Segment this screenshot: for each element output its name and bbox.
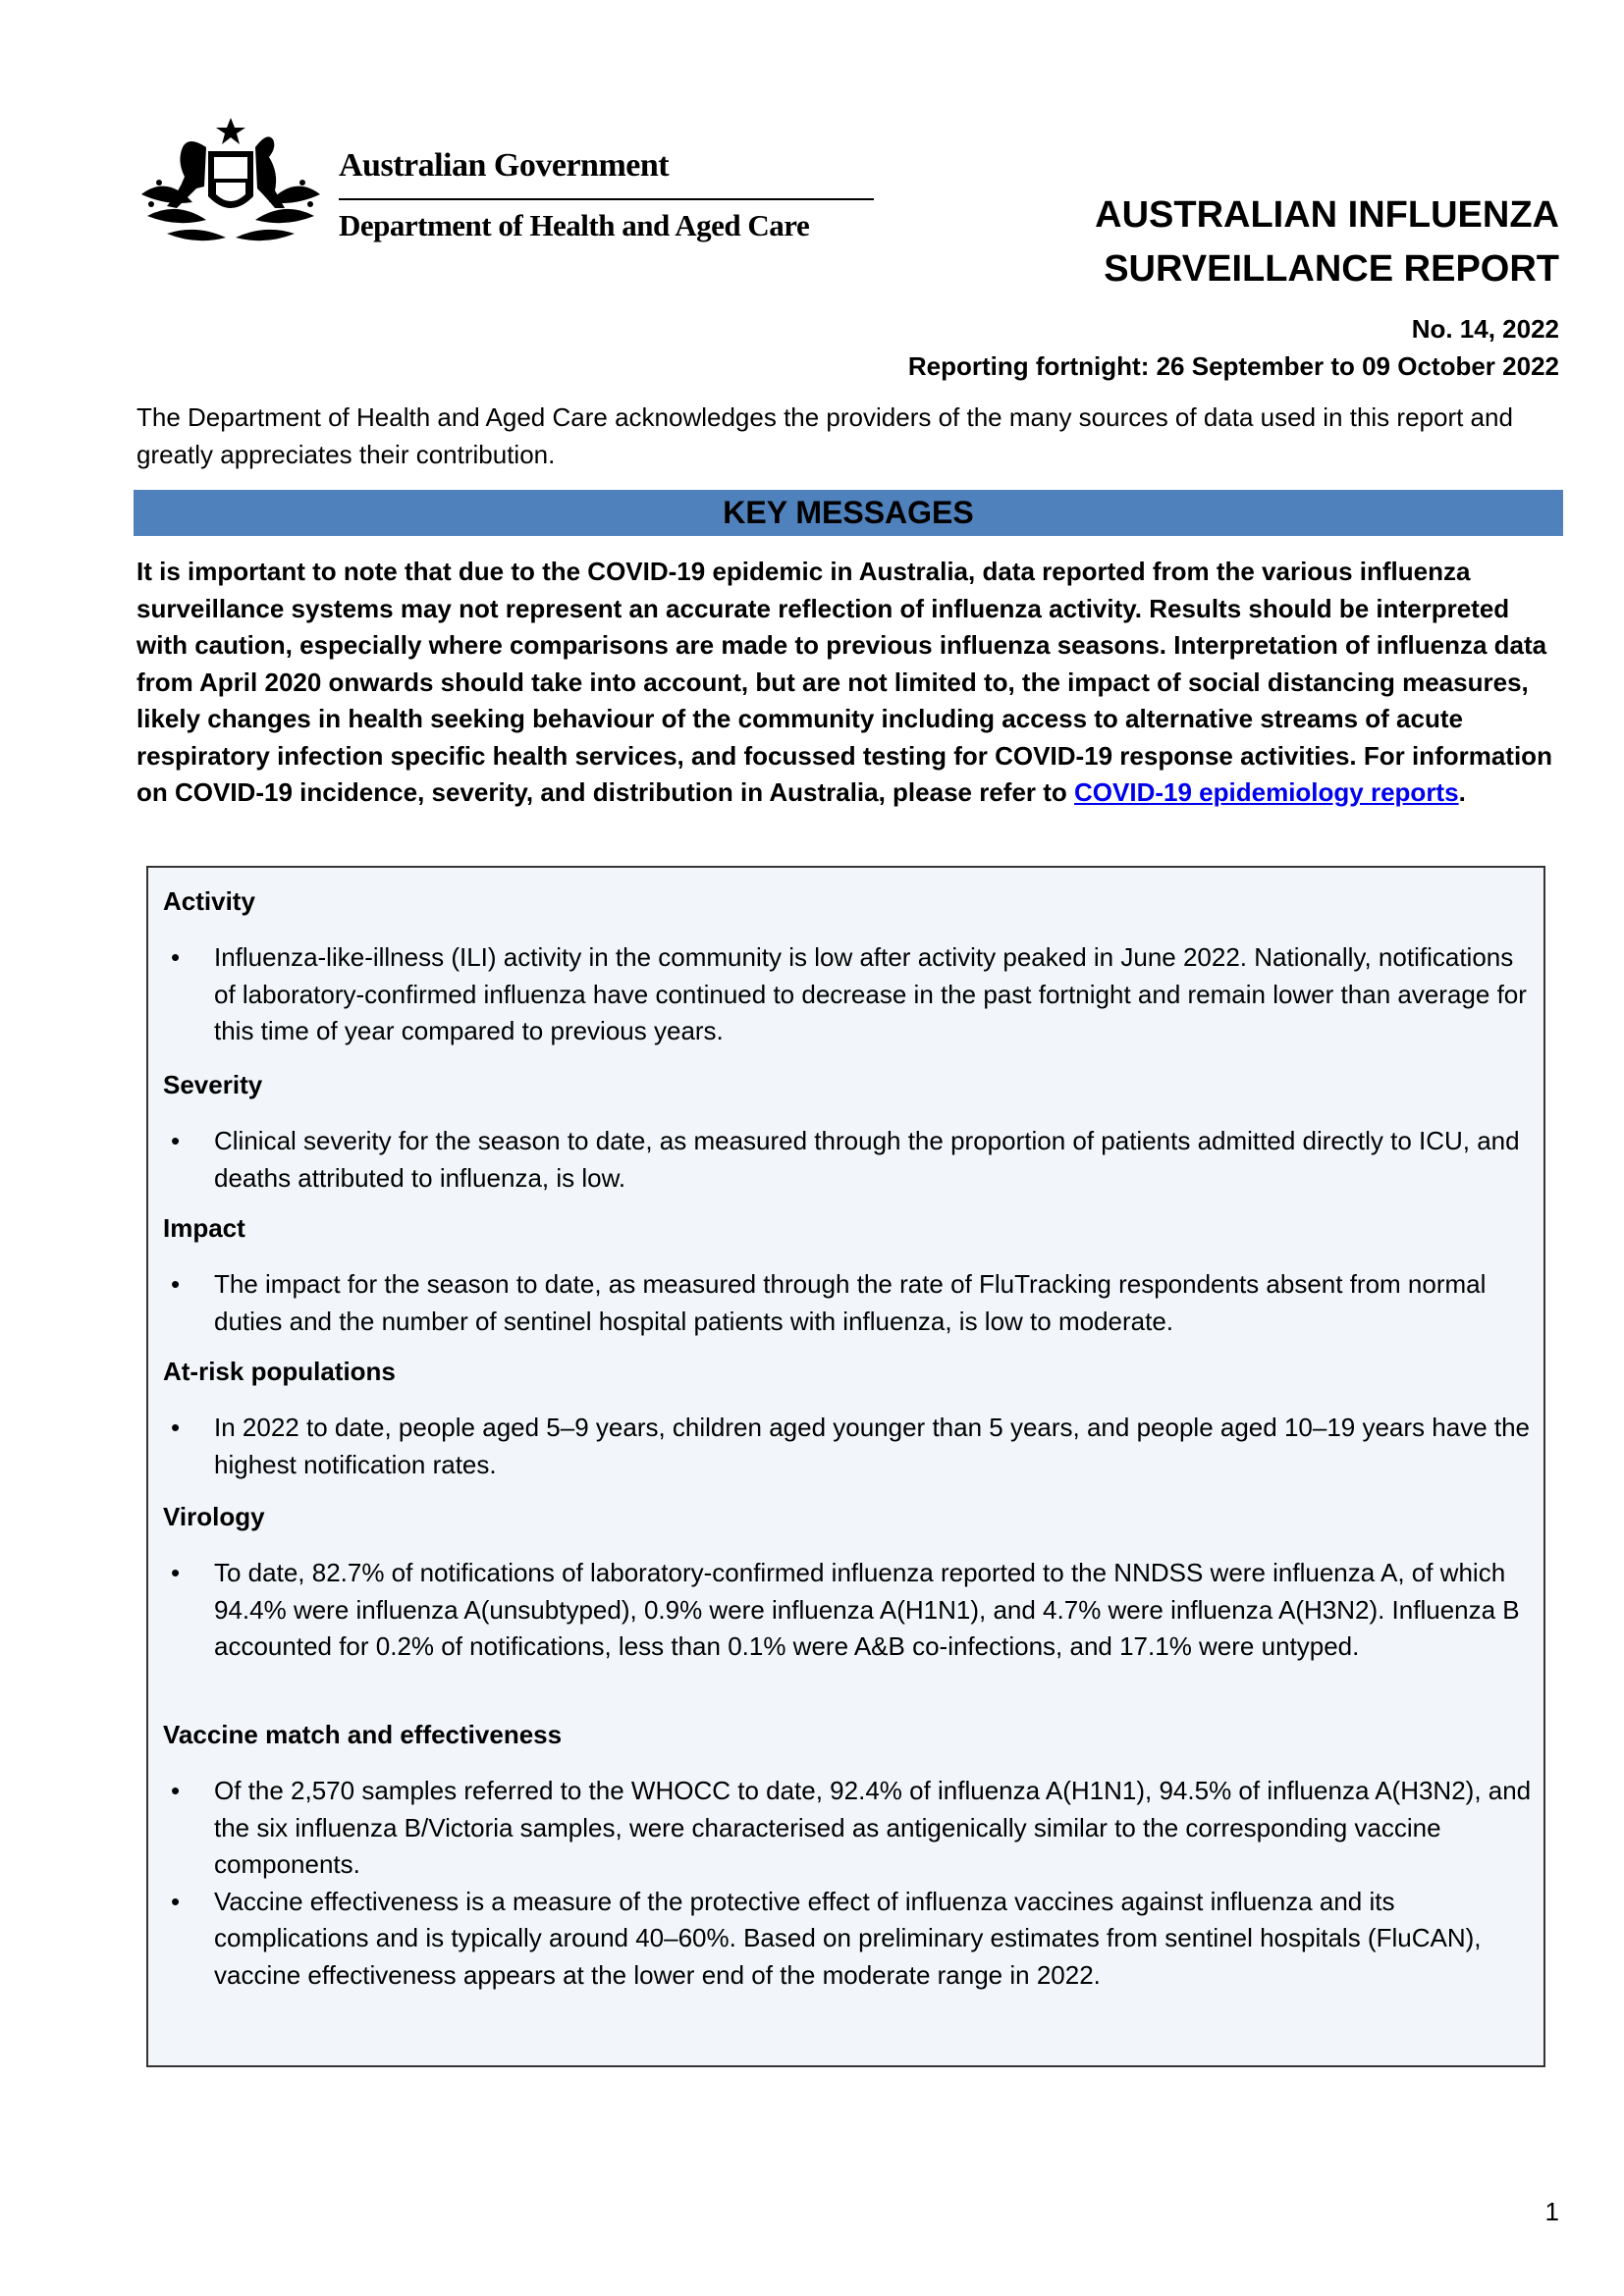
list-item [163,1555,1533,1666]
report-number: No. 14, 2022 [1411,314,1559,344]
report-meta [908,310,1559,385]
section-heading: Impact [163,1213,245,1243]
list-item [163,1410,1533,1483]
government-logo [137,118,874,255]
section-at-risk [163,1354,1533,1483]
bullet-icon: • [171,1269,181,1299]
report-title [1095,188,1559,296]
list-item [163,1884,1533,1995]
gov-name: Australian Government [339,147,670,184]
list-item [163,939,1533,1050]
report-title-line1: AUSTRALIAN INFLUENZA [1095,194,1559,236]
gov-divider [339,198,874,200]
bullet-text: To date, 82.7% of notifications of laboratory-confirmed influenza reported to the NNDSS were influenza A, of which 94.4% were influenza A(unsubtyped), 0.9% were influenza A(H1N1), and 4.7% were influenza A(H3N2). Influenza B accounted for 0.2% of notifications, less than 0.1% were A&B co-infections, and 17.1% were untyped. [214,1558,1520,1661]
section-vaccine [163,1717,1533,1994]
section-activity [163,883,1533,1050]
bullet-icon: • [171,1776,181,1805]
covid-epidemiology-link[interactable]: COVID-19 epidemiology reports [1074,777,1459,807]
page-number: 1 [1544,2197,1559,2226]
list-item [163,1266,1533,1340]
bullet-icon: • [171,1126,181,1155]
intro-end: . [1458,777,1466,807]
key-messages-box [146,866,1545,2067]
bullet-text: Vaccine effectiveness is a measure of the protective effect of influenza vaccines against influenza and its complications and is typically around 40–60%. Based on preliminary estimates from sentinel hospitals (FluCAN), vaccine effectiveness appears at the lower end of the moderate range in 2022. [214,1886,1482,1990]
key-messages-heading: KEY MESSAGES [134,490,1563,536]
section-heading: Vaccine match and effectiveness [163,1720,563,1749]
section-heading: Virology [163,1502,265,1531]
list-item [163,1773,1533,1884]
bullet-text: Clinical severity for the season to date, as measured through the proportion of patients admitted directly to ICU, and deaths attributed to influenza, is low. [214,1126,1520,1193]
list-item [163,1123,1533,1197]
acknowledgement: The Department of Health and Aged Care acknowledges the providers of the many sources of data used in this report and greatly appreciates their contribution. [136,402,1513,469]
bullet-icon: • [171,942,181,972]
bullet-text: In 2022 to date, people aged 5–9 years, children aged younger than 5 years, and people aged 10–19 years have the highest notification rates. [214,1413,1531,1479]
bullet-icon: • [171,1558,181,1587]
section-virology [163,1499,1533,1666]
key-messages-intro [136,554,1560,812]
bullet-text: Influenza-like-illness (ILI) activity in the community is low after activity peaked in June 2022. Nationally, notifications of laboratory-confirmed influenza have continued to decrease in the past fortnight and remain lower than average for this time of year compared to previous years. [214,942,1527,1045]
section-heading: Activity [163,886,255,916]
coat-of-arms-icon [137,118,324,255]
section-impact [163,1210,1533,1340]
bullet-text: The impact for the season to date, as measured through the rate of FluTracking respondents absent from normal duties and the number of sentinel hospital patients with influenza, is low to moderate. [214,1269,1487,1336]
report-title-line2: SURVEILLANCE REPORT [1104,248,1559,290]
reporting-period: Reporting fortnight: 26 September to 09 October 2022 [907,351,1559,381]
department-name: Department of Health and Aged Care [339,208,810,242]
bullet-icon: • [171,1886,181,1916]
intro-text: It is important to note that due to the COVID-19 epidemic in Australia, data reported from the various influenza surveillance systems may not represent an accurate reflection of influenza activity. Results should be interpreted with caution, especially where comparisons are made to previous influenza seasons. Interpretation of influenza data from April 2020 onwards should take into account, but are not limited to, the impact of social distancing measures, likely changes in health seeking behaviour of the community including access to alternative streams of acute respiratory infection specific health services, and focussed testing for COVID-19 response activities. For information on COVID-19 incidence, severity, and distribution in Australia, please refer to [136,557,1552,807]
section-heading: Severity [163,1070,263,1099]
bullet-icon: • [171,1413,181,1442]
bullet-text: Of the 2,570 samples referred to the WHOCC to date, 92.4% of influenza A(H1N1), 94.5% of influenza A(H3N2), and the six influenza B/Victoria samples, were characterised as antigenically similar to the corresponding vaccine components. [214,1776,1532,1879]
section-heading: At-risk populations [163,1357,396,1386]
section-severity [163,1067,1533,1197]
